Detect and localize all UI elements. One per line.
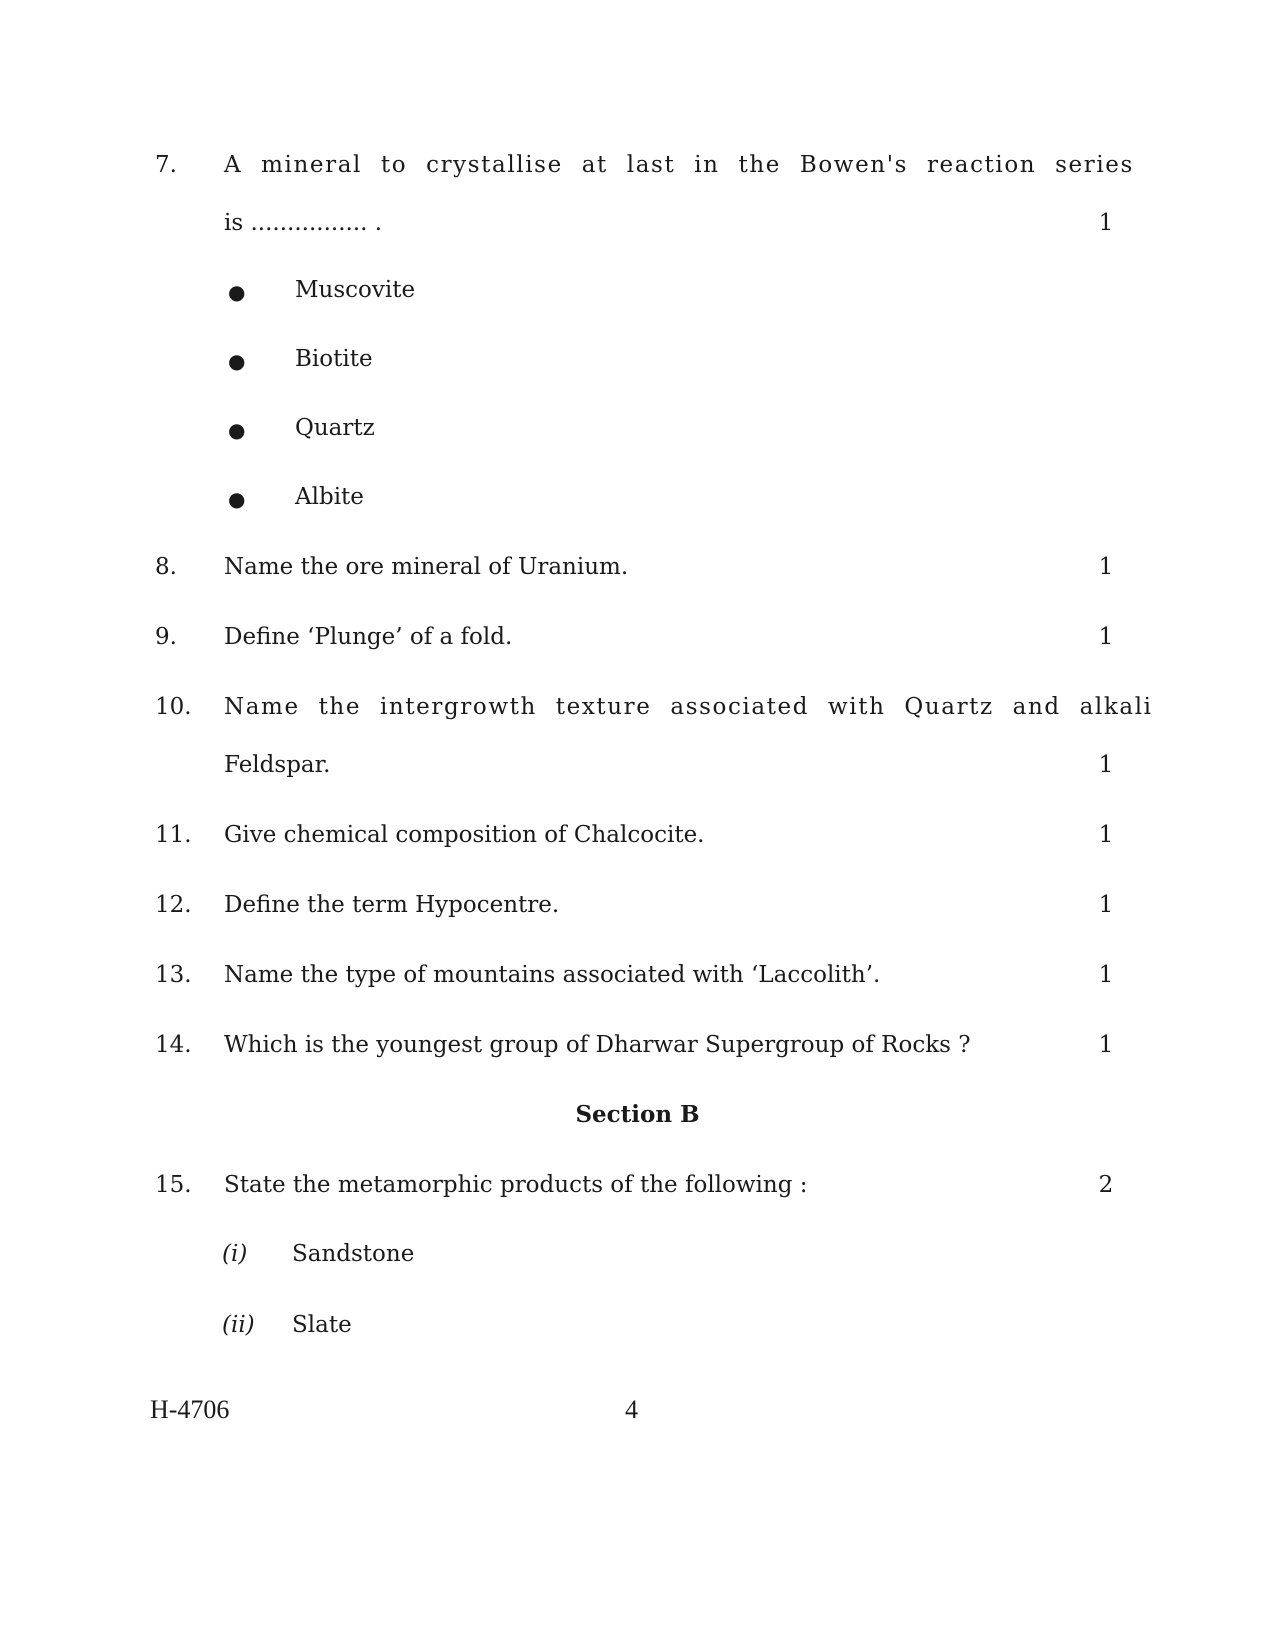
question-7-text-line1: A mineral to crystallise at last in the Bowen's reaction series [224, 152, 1134, 178]
bullet-icon: ● [228, 487, 246, 511]
bullet-icon: ● [228, 280, 246, 304]
question-13-text: Name the type of mountains associated with ‘Laccolith’. [224, 962, 881, 988]
question-14-text: Which is the youngest group of Dharwar Supergroup of Rocks ? [224, 1032, 971, 1058]
question-7-option-1: Muscovite [295, 277, 416, 303]
section-b-heading: Section B [575, 1101, 700, 1128]
question-7-text-line2: is ................ . [224, 210, 383, 236]
question-10-text-line1: Name the intergrowth texture associated with Quartz and alkali [224, 694, 1153, 720]
question-15-item-1-text: Sandstone [292, 1241, 415, 1267]
page-number: 4 [625, 1395, 638, 1424]
question-12-text: Define the term Hypocentre. [224, 892, 560, 918]
question-10-marks: 1 [1098, 752, 1114, 778]
question-15-item-2-label: (ii) [222, 1312, 255, 1338]
question-13-marks: 1 [1098, 962, 1114, 988]
question-14-number: 14. [155, 1032, 192, 1058]
question-15-text: State the metamorphic products of the following : [224, 1172, 808, 1198]
question-15-number: 15. [155, 1172, 192, 1198]
question-12-marks: 1 [1098, 892, 1114, 918]
question-9-marks: 1 [1098, 624, 1114, 650]
question-13-number: 13. [155, 962, 192, 988]
question-7-option-3: Quartz [295, 415, 375, 441]
bullet-icon: ● [228, 349, 246, 373]
question-15-item-2-text: Slate [292, 1312, 352, 1338]
question-8-marks: 1 [1098, 554, 1114, 580]
question-7-marks: 1 [1098, 210, 1114, 236]
bullet-icon: ● [228, 418, 246, 442]
question-7-number: 7. [155, 152, 177, 178]
question-14-marks: 1 [1098, 1032, 1114, 1058]
paper-code: H-4706 [150, 1395, 230, 1424]
question-10-text-line2: Feldspar. [224, 752, 331, 778]
question-8-text: Name the ore mineral of Uranium. [224, 554, 629, 580]
question-11-number: 11. [155, 822, 192, 848]
question-9-number: 9. [155, 624, 177, 650]
question-15-marks: 2 [1098, 1172, 1114, 1198]
question-8-number: 8. [155, 554, 177, 580]
question-10-number: 10. [155, 694, 192, 720]
question-7-option-2: Biotite [295, 346, 373, 372]
question-11-text: Give chemical composition of Chalcocite. [224, 822, 705, 848]
question-9-text: Define ‘Plunge’ of a fold. [224, 624, 513, 650]
question-12-number: 12. [155, 892, 192, 918]
question-15-item-1-label: (i) [222, 1241, 248, 1267]
question-11-marks: 1 [1098, 822, 1114, 848]
question-7-option-4: Albite [295, 484, 364, 510]
